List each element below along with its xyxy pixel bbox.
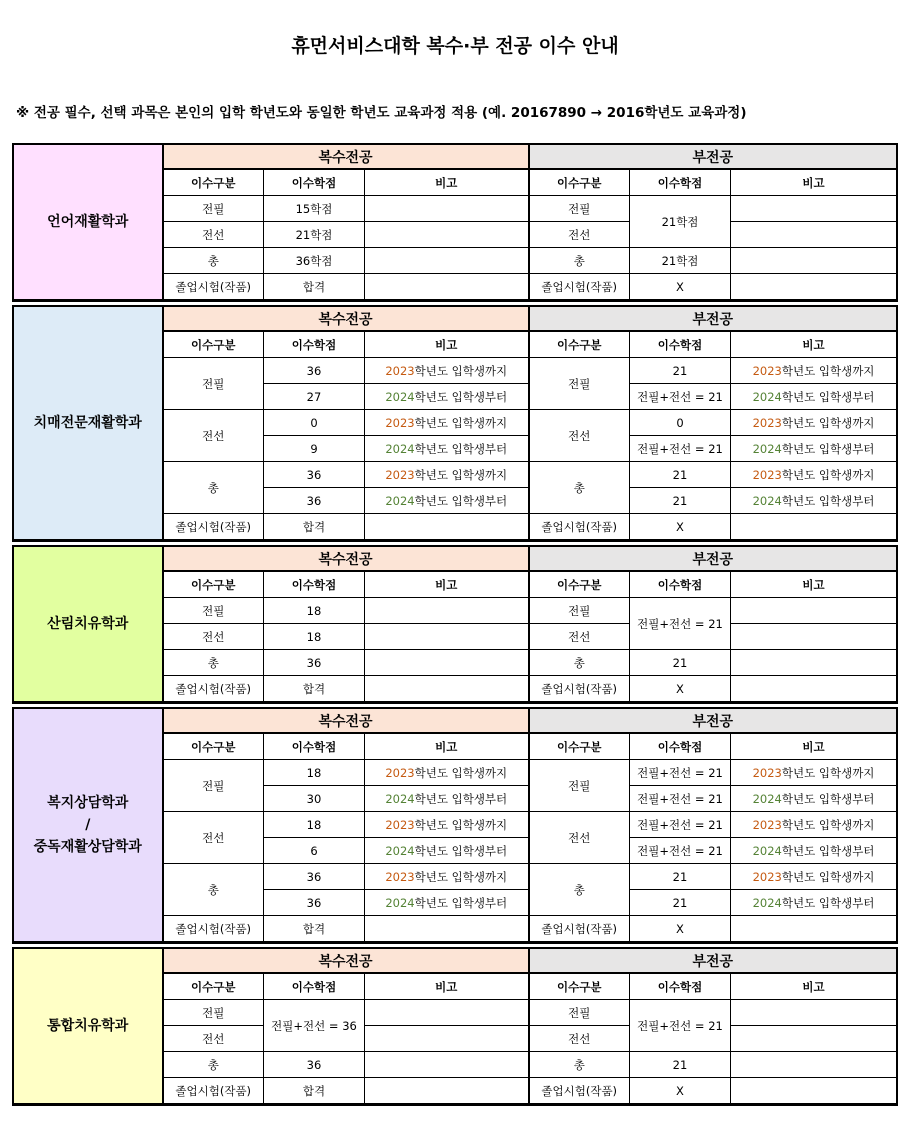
note-cell-2024 xyxy=(365,890,529,916)
dept-table-forest xyxy=(13,546,897,703)
credit-cell: 36 xyxy=(264,864,365,890)
row-label: 총 xyxy=(163,248,264,274)
credit-cell: 36 xyxy=(264,890,365,916)
major-header: 복수전공 xyxy=(163,709,529,734)
note-cell xyxy=(731,916,897,942)
col-credits: 이수학점 xyxy=(630,169,731,196)
year-2024: 2024 xyxy=(385,791,415,806)
note-cell-2023 xyxy=(731,864,897,890)
credit-cell: 21 xyxy=(630,358,731,384)
credit-cell: 합격 xyxy=(264,916,365,942)
note-cell xyxy=(365,650,529,676)
col-credits: 이수학점 xyxy=(264,733,365,760)
col-type: 이수구분 xyxy=(529,973,630,1000)
note-until: 학년도 입학생까지 xyxy=(781,817,875,832)
dept-name-line: / xyxy=(85,816,91,833)
row-label: 총 xyxy=(529,1052,630,1078)
note-cell xyxy=(365,514,529,540)
note-until: 학년도 입학생까지 xyxy=(781,467,875,482)
note-cell xyxy=(731,196,897,222)
year-2024: 2024 xyxy=(385,895,415,910)
row-label: 전선 xyxy=(163,410,264,462)
note-cell-2024 xyxy=(365,838,529,864)
note-cell xyxy=(365,624,529,650)
col-note: 비고 xyxy=(731,571,897,598)
year-2023: 2023 xyxy=(385,817,415,832)
credit-cell: 전필+전선 = 21 xyxy=(630,786,731,812)
credit-cell: 27 xyxy=(264,384,365,410)
row-label: 졸업시험(작품) xyxy=(529,274,630,300)
col-note: 비고 xyxy=(365,571,529,598)
col-type: 이수구분 xyxy=(163,331,264,358)
note-until: 학년도 입학생까지 xyxy=(414,817,508,832)
col-credits: 이수학점 xyxy=(264,973,365,1000)
note-cell xyxy=(365,1052,529,1078)
credit-cell: X xyxy=(630,514,731,540)
note-cell xyxy=(365,598,529,624)
row-label: 졸업시험(작품) xyxy=(163,916,264,942)
row-label: 전선 xyxy=(163,1026,264,1052)
note-cell-2023 xyxy=(365,812,529,838)
dept-name: 치매전문재활학과 xyxy=(14,307,163,540)
note-cell xyxy=(731,650,897,676)
note-cell xyxy=(731,274,897,300)
note-from: 학년도 입학생부터 xyxy=(414,493,508,508)
row-label: 총 xyxy=(163,864,264,916)
note-until: 학년도 입학생까지 xyxy=(781,415,875,430)
dept-table-integrative xyxy=(13,948,897,1105)
year-2024: 2024 xyxy=(385,843,415,858)
credit-cell: 전필+전선 = 21 xyxy=(630,760,731,786)
credit-cell: 21 xyxy=(630,864,731,890)
credit-cell: 전필+전선 = 21 xyxy=(630,838,731,864)
note-cell xyxy=(365,1078,529,1104)
credit-cell: 21학점 xyxy=(264,222,365,248)
year-2023: 2023 xyxy=(752,363,782,378)
row-label: 전선 xyxy=(529,1026,630,1052)
year-2024: 2024 xyxy=(385,389,415,404)
credit-cell: 36 xyxy=(264,488,365,514)
col-note: 비고 xyxy=(731,973,897,1000)
note-from: 학년도 입학생부터 xyxy=(781,493,875,508)
credit-cell: 36 xyxy=(264,1052,365,1078)
col-type: 이수구분 xyxy=(529,733,630,760)
credit-cell: 18 xyxy=(264,760,365,786)
row-label: 전선 xyxy=(163,812,264,864)
year-2023: 2023 xyxy=(385,765,415,780)
row-label: 졸업시험(작품) xyxy=(529,514,630,540)
year-2024: 2024 xyxy=(752,843,782,858)
row-label: 총 xyxy=(163,462,264,514)
note-cell xyxy=(365,196,529,222)
row-label: 전선 xyxy=(529,812,630,864)
row-label: 총 xyxy=(529,650,630,676)
col-credits: 이수학점 xyxy=(630,973,731,1000)
row-label: 총 xyxy=(163,650,264,676)
credit-cell: X xyxy=(630,1078,731,1104)
row-label: 전필 xyxy=(163,358,264,410)
dept-table-speech xyxy=(13,144,897,301)
credit-cell: 21학점 xyxy=(630,196,731,248)
credit-cell: 36학점 xyxy=(264,248,365,274)
page-title: 휴먼서비스대학 복수·부 전공 이수 안내 xyxy=(291,35,619,57)
major-header: 복수전공 xyxy=(163,307,529,332)
note-from: 학년도 입학생부터 xyxy=(414,441,508,456)
note-cell xyxy=(731,1026,897,1052)
year-2024: 2024 xyxy=(385,493,415,508)
note-from: 학년도 입학생부터 xyxy=(781,843,875,858)
note-cell xyxy=(365,274,529,300)
credit-cell: 36 xyxy=(264,650,365,676)
year-2024: 2024 xyxy=(752,441,782,456)
col-type: 이수구분 xyxy=(529,169,630,196)
note-cell xyxy=(731,1078,897,1104)
row-label: 졸업시험(작품) xyxy=(163,514,264,540)
col-note: 비고 xyxy=(731,331,897,358)
row-label: 졸업시험(작품) xyxy=(529,1078,630,1104)
credit-cell: 0 xyxy=(264,410,365,436)
major-header: 복수전공 xyxy=(163,949,529,974)
row-label: 전필 xyxy=(163,196,264,222)
row-label: 졸업시험(작품) xyxy=(163,676,264,702)
credit-cell: 21 xyxy=(630,890,731,916)
dept-name: 산림치유학과 xyxy=(14,547,163,702)
row-label: 전필 xyxy=(529,1000,630,1026)
note-cell-2024 xyxy=(731,436,897,462)
year-2023: 2023 xyxy=(752,415,782,430)
note-cell xyxy=(365,676,529,702)
year-2024: 2024 xyxy=(752,493,782,508)
note-cell-2023 xyxy=(731,358,897,384)
col-note: 비고 xyxy=(365,733,529,760)
note-until: 학년도 입학생까지 xyxy=(414,765,508,780)
row-label: 전필 xyxy=(163,598,264,624)
col-type: 이수구분 xyxy=(529,331,630,358)
year-2024: 2024 xyxy=(385,441,415,456)
col-note: 비고 xyxy=(365,973,529,1000)
note-cell-2023 xyxy=(731,760,897,786)
credit-cell: X xyxy=(630,676,731,702)
note-until: 학년도 입학생까지 xyxy=(414,415,508,430)
credit-cell: X xyxy=(630,916,731,942)
row-label: 전필 xyxy=(529,358,630,410)
dept-name xyxy=(14,709,163,942)
year-2023: 2023 xyxy=(385,467,415,482)
credit-cell: 18 xyxy=(264,624,365,650)
credit-cell: 전필+전선 = 21 xyxy=(630,598,731,650)
credit-cell: 합격 xyxy=(264,676,365,702)
row-label: 전필 xyxy=(163,1000,264,1026)
note-cell-2023 xyxy=(365,410,529,436)
col-type: 이수구분 xyxy=(163,571,264,598)
credit-cell: 합격 xyxy=(264,514,365,540)
note-from: 학년도 입학생부터 xyxy=(414,895,508,910)
note-cell xyxy=(365,248,529,274)
year-2023: 2023 xyxy=(752,817,782,832)
note-cell-2023 xyxy=(731,812,897,838)
note-cell-2024 xyxy=(365,436,529,462)
dept-table-welfare xyxy=(13,708,897,943)
col-type: 이수구분 xyxy=(163,169,264,196)
credit-cell: 21학점 xyxy=(630,248,731,274)
credit-cell: 합격 xyxy=(264,1078,365,1104)
row-label: 졸업시험(작품) xyxy=(163,274,264,300)
year-2023: 2023 xyxy=(385,363,415,378)
note-cell xyxy=(731,676,897,702)
note-cell xyxy=(365,1026,529,1052)
credit-cell: 18 xyxy=(264,598,365,624)
note-from: 학년도 입학생부터 xyxy=(414,791,508,806)
col-credits: 이수학점 xyxy=(264,571,365,598)
row-label: 총 xyxy=(529,864,630,916)
note-cell-2024 xyxy=(731,786,897,812)
note-cell-2024 xyxy=(731,838,897,864)
credit-cell: 18 xyxy=(264,812,365,838)
row-label: 전선 xyxy=(529,222,630,248)
note-cell-2023 xyxy=(365,462,529,488)
minor-header: 부전공 xyxy=(529,709,897,734)
row-label: 전필 xyxy=(529,760,630,812)
note-until: 학년도 입학생까지 xyxy=(781,869,875,884)
dept-name-line: 복지상담학과 xyxy=(47,794,129,811)
note-cell-2023 xyxy=(365,760,529,786)
credit-cell: 전필+전선 = 21 xyxy=(630,1000,731,1052)
credit-cell: 전필+전선 = 21 xyxy=(630,384,731,410)
col-note: 비고 xyxy=(365,331,529,358)
note-from: 학년도 입학생부터 xyxy=(781,791,875,806)
dept-table-dementia xyxy=(13,306,897,541)
curriculum-note: ※ 전공 필수, 선택 과목은 본인의 입학 학년도와 동일한 학년도 교육과정 적용 (예. 20167890 → 2016학년도 교육과정) xyxy=(16,105,747,121)
credit-cell: 전필+전선 = 21 xyxy=(630,812,731,838)
col-credits: 이수학점 xyxy=(264,169,365,196)
credit-cell: 21 xyxy=(630,462,731,488)
note-cell-2024 xyxy=(365,786,529,812)
credit-cell: 21 xyxy=(630,650,731,676)
row-label: 총 xyxy=(529,248,630,274)
year-2023: 2023 xyxy=(385,415,415,430)
col-type: 이수구분 xyxy=(163,733,264,760)
credit-cell: 전필+전선 = 21 xyxy=(630,436,731,462)
row-label: 전필 xyxy=(529,598,630,624)
credit-cell: 36 xyxy=(264,462,365,488)
credit-cell: 15학점 xyxy=(264,196,365,222)
minor-header: 부전공 xyxy=(529,307,897,332)
col-note: 비고 xyxy=(365,169,529,196)
dept-name: 통합치유학과 xyxy=(14,949,163,1104)
note-cell-2024 xyxy=(731,890,897,916)
note-cell-2023 xyxy=(731,462,897,488)
year-2024: 2024 xyxy=(752,389,782,404)
row-label: 졸업시험(작품) xyxy=(163,1078,264,1104)
year-2023: 2023 xyxy=(385,869,415,884)
row-label: 총 xyxy=(163,1052,264,1078)
note-cell xyxy=(731,248,897,274)
year-2023: 2023 xyxy=(752,765,782,780)
note-cell-2024 xyxy=(365,384,529,410)
note-until: 학년도 입학생까지 xyxy=(414,363,508,378)
col-type: 이수구분 xyxy=(529,571,630,598)
row-label: 전선 xyxy=(163,222,264,248)
note-until: 학년도 입학생까지 xyxy=(414,869,508,884)
credit-cell: 전필+전선 = 36 xyxy=(264,1000,365,1052)
note-from: 학년도 입학생부터 xyxy=(781,895,875,910)
dept-name-line: 중독재활상담학과 xyxy=(33,838,142,855)
credit-cell: 합격 xyxy=(264,274,365,300)
row-label: 총 xyxy=(529,462,630,514)
note-until: 학년도 입학생까지 xyxy=(781,765,875,780)
note-cell xyxy=(731,514,897,540)
year-2023: 2023 xyxy=(752,869,782,884)
note-cell xyxy=(365,1000,529,1026)
note-cell-2024 xyxy=(731,488,897,514)
row-label: 졸업시험(작품) xyxy=(529,676,630,702)
year-2023: 2023 xyxy=(752,467,782,482)
row-label: 전선 xyxy=(529,624,630,650)
major-header: 복수전공 xyxy=(163,547,529,572)
row-label: 전선 xyxy=(529,410,630,462)
col-note: 비고 xyxy=(731,169,897,196)
note-from: 학년도 입학생부터 xyxy=(781,389,875,404)
col-type: 이수구분 xyxy=(163,973,264,1000)
note-cell-2023 xyxy=(365,358,529,384)
note-cell xyxy=(365,916,529,942)
minor-header: 부전공 xyxy=(529,949,897,974)
note-cell xyxy=(731,222,897,248)
minor-header: 부전공 xyxy=(529,547,897,572)
major-header: 복수전공 xyxy=(163,145,529,170)
note-until: 학년도 입학생까지 xyxy=(414,467,508,482)
col-note: 비고 xyxy=(731,733,897,760)
note-until: 학년도 입학생까지 xyxy=(781,363,875,378)
dept-name: 언어재활학과 xyxy=(14,145,163,300)
year-2024: 2024 xyxy=(752,895,782,910)
credit-cell: X xyxy=(630,274,731,300)
note-cell xyxy=(731,624,897,650)
note-cell-2023 xyxy=(731,410,897,436)
note-cell xyxy=(731,1052,897,1078)
minor-header: 부전공 xyxy=(529,145,897,170)
credit-cell: 6 xyxy=(264,838,365,864)
note-from: 학년도 입학생부터 xyxy=(781,441,875,456)
note-cell xyxy=(365,222,529,248)
credit-cell: 21 xyxy=(630,1052,731,1078)
col-credits: 이수학점 xyxy=(630,571,731,598)
row-label: 전필 xyxy=(529,196,630,222)
note-cell xyxy=(731,598,897,624)
col-credits: 이수학점 xyxy=(630,331,731,358)
row-label: 전필 xyxy=(163,760,264,812)
credit-cell: 0 xyxy=(630,410,731,436)
note-cell-2024 xyxy=(731,384,897,410)
year-2024: 2024 xyxy=(752,791,782,806)
credit-cell: 36 xyxy=(264,358,365,384)
col-credits: 이수학점 xyxy=(264,331,365,358)
note-from: 학년도 입학생부터 xyxy=(414,389,508,404)
credit-cell: 30 xyxy=(264,786,365,812)
note-cell xyxy=(731,1000,897,1026)
note-cell-2023 xyxy=(365,864,529,890)
credit-cell: 9 xyxy=(264,436,365,462)
credit-cell: 21 xyxy=(630,488,731,514)
note-from: 학년도 입학생부터 xyxy=(414,843,508,858)
row-label: 졸업시험(작품) xyxy=(529,916,630,942)
row-label: 전선 xyxy=(163,624,264,650)
note-cell-2024 xyxy=(365,488,529,514)
col-credits: 이수학점 xyxy=(630,733,731,760)
